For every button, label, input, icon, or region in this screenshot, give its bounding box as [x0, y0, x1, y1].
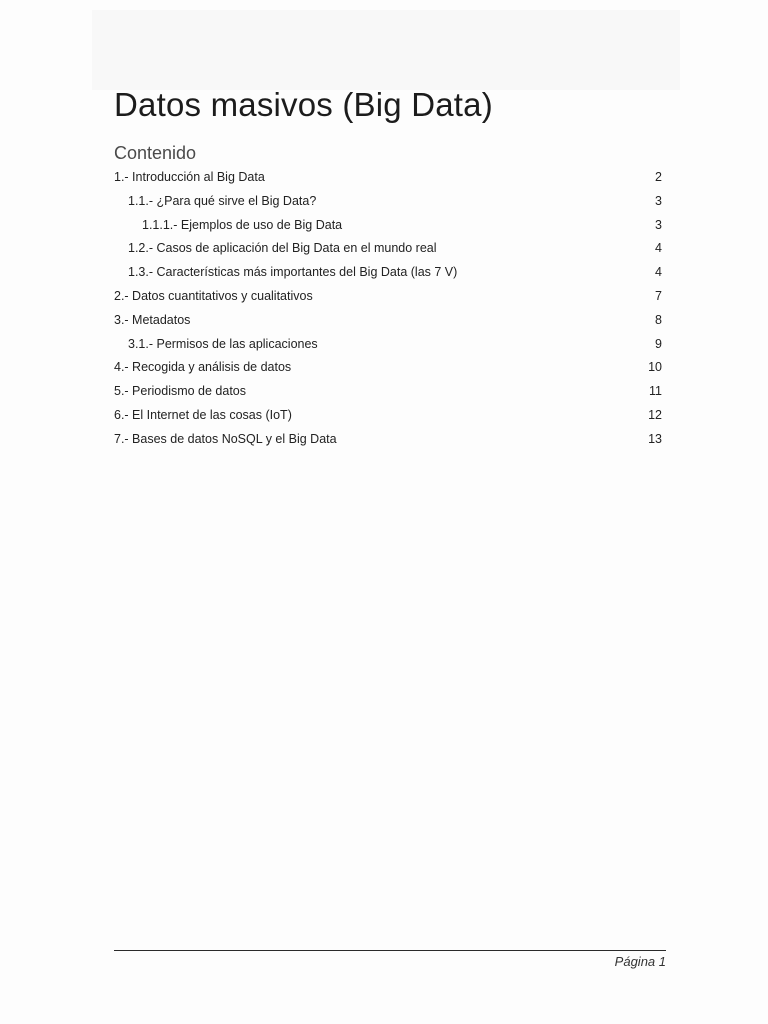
- toc-entry[interactable]: [114, 166, 664, 190]
- toc-entry-label: 3.1.- Permisos de las aplicaciones: [128, 336, 318, 351]
- toc-entry[interactable]: [114, 285, 664, 309]
- toc-entry[interactable]: [114, 237, 664, 261]
- toc-entry-label: 7.- Bases de datos NoSQL y el Big Data: [114, 431, 337, 446]
- footer-divider: [114, 950, 666, 951]
- toc-entry-page-number: 12: [648, 407, 662, 422]
- toc-entry-page-number: 4: [655, 265, 662, 280]
- toc-entry-label: 1.- Introducción al Big Data: [114, 170, 265, 184]
- toc-entry-page-number: 7: [655, 288, 662, 303]
- table-of-contents: [114, 166, 664, 452]
- toc-entry-page-number: 2: [655, 170, 662, 184]
- toc-entry-label: 1.1.- ¿Para qué sirve el Big Data?: [128, 193, 317, 208]
- toc-entry-label: 1.2.- Casos de aplicación del Big Data en el mundo real: [128, 241, 437, 256]
- toc-entry-page-number: 4: [655, 241, 662, 256]
- toc-entry-page-number: 3: [655, 217, 662, 232]
- toc-entry-page-number: 3: [655, 193, 662, 208]
- toc-entry[interactable]: [114, 261, 664, 285]
- toc-entry[interactable]: [114, 428, 664, 452]
- toc-entry[interactable]: [114, 380, 664, 404]
- toc-heading: Contenido: [114, 143, 197, 163]
- toc-entry-page-number: 11: [649, 384, 662, 399]
- toc-entry[interactable]: [114, 214, 664, 238]
- toc-entry-label: 1.3.- Características más importantes del Big Data (las 7 V): [128, 265, 458, 280]
- toc-entry[interactable]: [114, 356, 664, 380]
- toc-entry-label: 1.1.1.- Ejemplos de uso de Big Data: [142, 217, 343, 232]
- toc-entry-label: 2.- Datos cuantitativos y cualitativos: [114, 288, 313, 303]
- toc-entry-label: 6.- El Internet de las cosas (IoT): [114, 407, 292, 422]
- page-number-label: Página 1: [614, 954, 666, 969]
- toc-entry-page-number: 13: [648, 431, 662, 446]
- toc-entry-page-number: 10: [648, 360, 662, 375]
- toc-entry-label: 4.- Recogida y análisis de datos: [114, 360, 292, 375]
- toc-entry[interactable]: [114, 333, 664, 357]
- document-title: Datos masivos (Big Data): [114, 86, 493, 123]
- toc-entry-page-number: 9: [655, 336, 662, 351]
- scan-header-band: [92, 10, 680, 90]
- toc-entry-page-number: 8: [655, 312, 662, 327]
- toc-entry[interactable]: [114, 190, 664, 214]
- toc-entry[interactable]: [114, 404, 664, 428]
- toc-entry[interactable]: [114, 309, 664, 333]
- toc-entry-label: 5.- Periodismo de datos: [114, 384, 247, 399]
- toc-entry-label: 3.- Metadatos: [114, 312, 191, 327]
